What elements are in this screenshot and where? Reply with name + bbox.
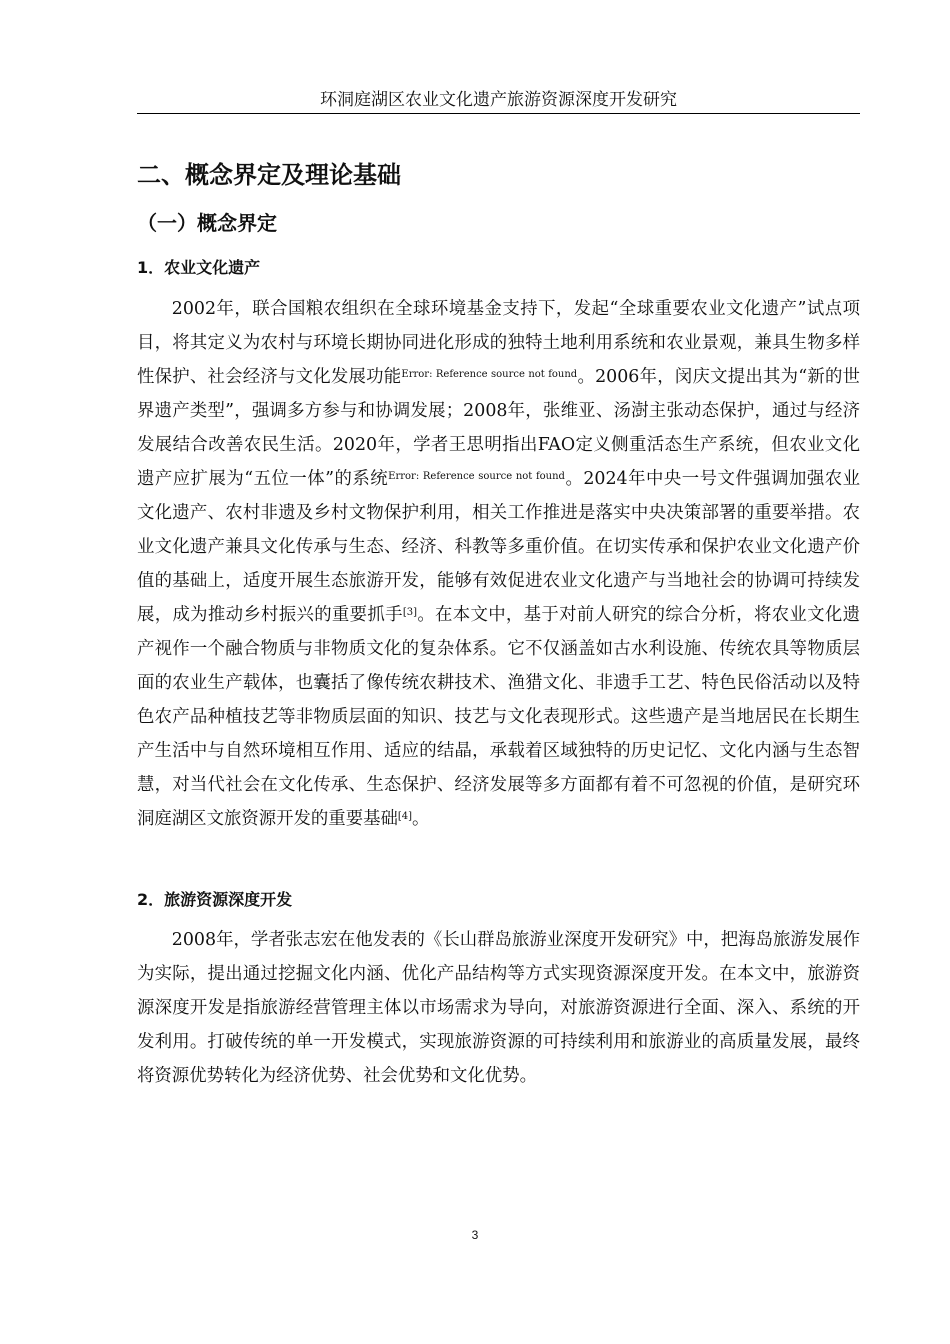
paragraph-tourism-development: 2008年，学者张志宏在他发表的《长山群岛旅游业深度开发研究》中，把海岛旅游发展作为实际，提出通过挖掘文化内涵、优化产品结构等方式实现资源深度开发。在本文中，旅游资源深度开发是指旅游经营管理主体以市场需求为导向，对旅游资源进行全面、深入、系统的开发利用。打破传统的单一开发模式，实现旅游资源的可持续利用和旅游业的高质量发展，最终将资源优势转化为经济优势、社会优势和文化优势。	[137, 930, 860, 1086]
text-run: 2002年，联合国粮农组织在全球环境基金支持下，发起“全球重要农业文化遗产”试点项目，将其定义为农村与环境长期协同进化形成的独特土地利用系统和农业景观，兼具生物多样性保护、社会经济与文化发展功能	[137, 299, 860, 387]
citation-ref-4[interactable]: [4]	[397, 811, 413, 822]
text-run: 。2006年，闵庆文提出其为“新的世界遗产类型”，强调多方参与和协调发展；2008年，张维亚、汤澍主张动态保护，通过与经济发展结合改善农民生活。2020年，学者王思明指出FAO定义侧重活态生产系统，但农业文化遗产应扩展为“五位一体”的系统	[137, 367, 860, 489]
paragraph-agricultural-heritage	[137, 292, 860, 836]
chapter-heading: 二、概念界定及理论基础	[137, 161, 401, 189]
text-run: 。2024年中央一号文件强调加强农业文化遗产、农村非遗及乡村文物保护利用，相关工作推进是落实中央决策部署的重要举措。农业文化遗产兼具文化传承与生态、经济、科教等多重价值。在切实传承和保护农业文化遗产价值的基础上，适度开展生态旅游开发，能够有效促进农业文化遗产与当地社会的协调可持续发展，成为推动乡村振兴的重要抓手	[137, 469, 860, 625]
text-run: 。在本文中，基于对前人研究的综合分析，将农业文化遗产视作一个融合物质与非物质文化的复杂体系。它不仅涵盖如古水利设施、传统农具等物质层面的农业生产载体，也囊括了像传统农耕技术、渔猎文化、非遗手工艺、特色民俗活动以及特色农产品种植技艺等非物质层面的知识、技艺与文化表现形式。这些遗产是当地居民在长期生产生活中与自然环境相互作用、适应的结晶，承载着区域独特的历史记忆、文化内涵与生态智慧，对当代社会在文化传承、生态保护、经济发展等多方面都有着不可忽视的价值，是研究环洞庭湖区文旅资源开发的重要基础	[137, 605, 860, 829]
subsection-heading-agricultural-heritage: 1．农业文化遗产	[137, 258, 261, 277]
subsection-heading-tourism-development: 2．旅游资源深度开发	[137, 890, 293, 909]
text-run: 。	[412, 809, 430, 829]
reference-error-note: Error: Reference source not found	[401, 369, 578, 380]
citation-ref-3[interactable]: [3]	[402, 607, 417, 618]
header-rule	[137, 113, 860, 114]
running-header: 环洞庭湖区农业文化遗产旅游资源深度开发研究	[320, 90, 677, 110]
reference-error-note: Error: Reference source not found	[388, 471, 565, 482]
section-heading: （一）概念界定	[137, 211, 277, 235]
page-number: 3	[471, 1228, 479, 1242]
